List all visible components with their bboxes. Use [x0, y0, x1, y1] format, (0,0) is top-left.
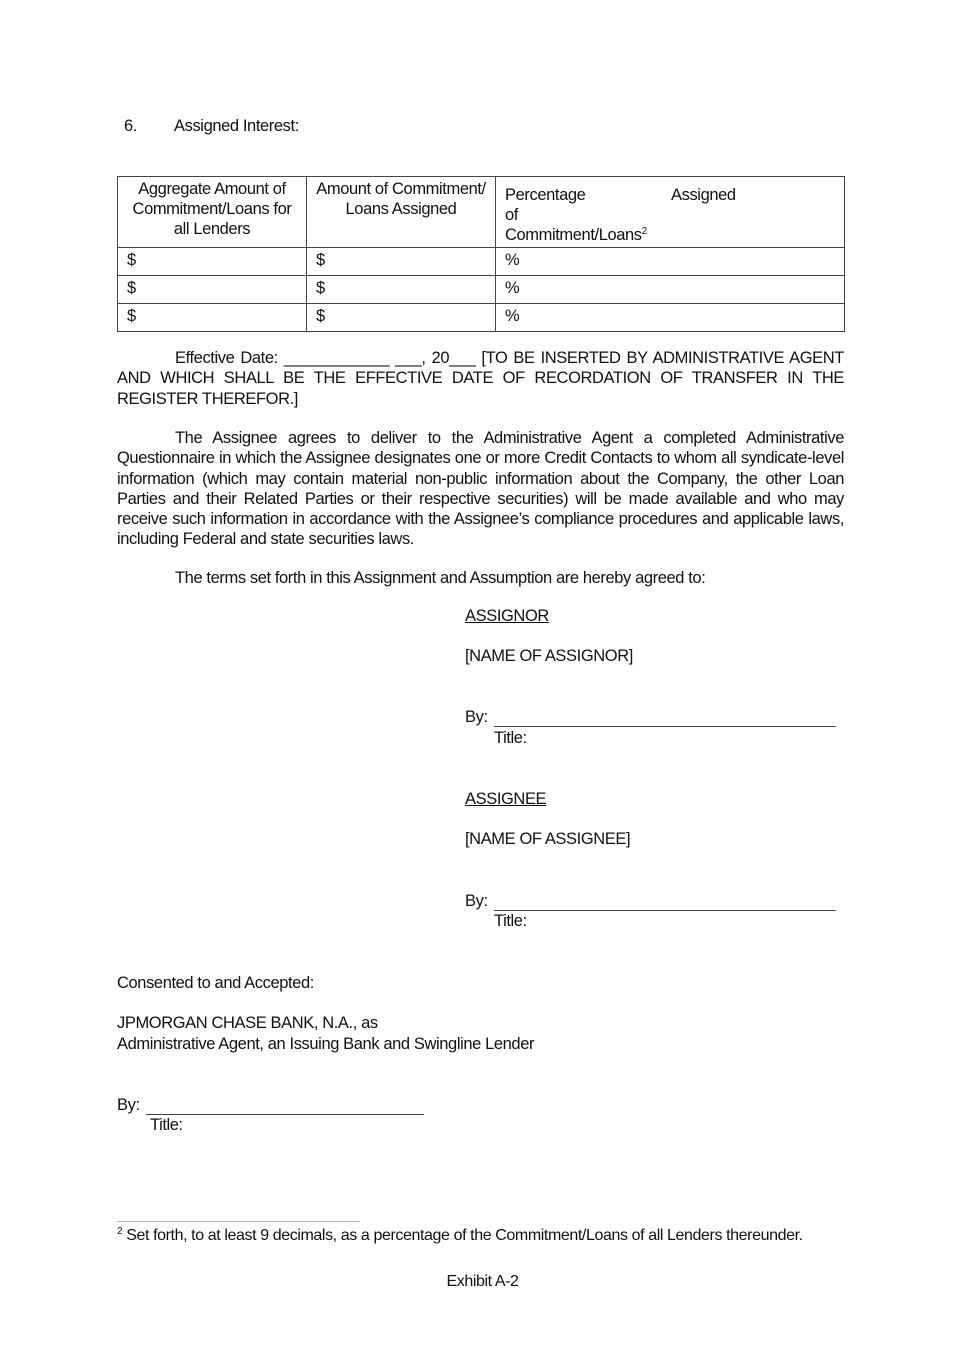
footnote-divider: [117, 1221, 360, 1222]
assignee-signature-line: [465, 892, 836, 911]
questionnaire-paragraph: The Assignee agrees to deliver to the Administrative Agent a completed Administrative Questionnaire in which the Assignee designates one or more Credit Contacts to whom all syndicate-level information (which may contain material non-public information about the Company, the other Loan Parties and their Related Parties or their respective securities) will be made available and who may receive such information in accordance with the Assignee’s compliance procedures and applicable laws, including Federal and state securities laws.: [117, 429, 844, 549]
header-percentage-assigned: Percentage Assigned of Commitment/Loans$^2$: [496, 177, 845, 248]
by-label: By:: [465, 708, 488, 726]
by-label: By:: [465, 892, 488, 910]
assignee-name: [NAME OF ASSIGNEE]: [465, 830, 631, 848]
assignor-heading: ASSIGNOR: [465, 607, 549, 625]
cell-aggregate: $: [118, 248, 307, 276]
signature-field[interactable]: [494, 712, 836, 727]
assignee-title-label: Title:: [494, 912, 527, 930]
cell-aggregate: $: [118, 276, 307, 304]
section-number: 6.: [124, 117, 137, 135]
section-heading: [124, 117, 299, 136]
effective-date-paragraph: Effective Date: ____________ ___, 20___ [TO BE INSERTED BY ADMINISTRATIVE AGENT AND WHICH SHALL BE THE EFFECTIVE DATE OF RECORDATION OF TRANSFER IN THE REGISTER THEREFOR.]: [117, 349, 844, 408]
bank-name-line: JPMORGAN CHASE BANK, N.A., as: [117, 1014, 378, 1032]
cell-percentage: %: [496, 304, 845, 332]
assigned-interest-table: [117, 176, 845, 332]
cell-aggregate: $: [118, 304, 307, 332]
consent-signature-line: [117, 1096, 424, 1115]
table-row: [118, 304, 845, 332]
consent-heading: Consented to and Accepted:: [117, 974, 314, 992]
footnote: [117, 1227, 803, 1245]
signature-field[interactable]: [146, 1100, 424, 1115]
section-title: Assigned Interest:: [174, 117, 299, 135]
assignor-name: [NAME OF ASSIGNOR]: [465, 647, 633, 665]
bank-role-line: Administrative Agent, an Issuing Bank and Swingline Lender: [117, 1035, 535, 1053]
header-aggregate-amount: Aggregate Amount of Commitment/Loans for all Lenders: [118, 177, 307, 248]
table-row: [118, 248, 845, 276]
cell-assigned: $: [307, 304, 496, 332]
signature-field[interactable]: [494, 896, 836, 911]
assignor-signature-line: [465, 708, 836, 727]
assignor-title-label: Title:: [494, 729, 527, 747]
cell-assigned: $: [307, 248, 496, 276]
table-header-row: [118, 177, 845, 248]
assignee-heading: ASSIGNEE: [465, 790, 547, 808]
footnote-marker: 2: [117, 1226, 123, 1237]
cell-assigned: $: [307, 276, 496, 304]
cell-percentage: %: [496, 248, 845, 276]
agreed-paragraph: The terms set forth in this Assignment and Assumption are hereby agreed to:: [175, 569, 706, 587]
consent-title-label: Title:: [150, 1116, 183, 1134]
by-label: By:: [117, 1096, 140, 1114]
header-amount-assigned: Amount of Commitment/ Loans Assigned: [307, 177, 496, 248]
footnote-text: Set forth, to at least 9 decimals, as a percentage of the Commitment/Loans of all Lenders thereunder.: [126, 1227, 803, 1244]
table-row: [118, 276, 845, 304]
page-footer: Exhibit A-2: [446, 1273, 519, 1290]
footnote-ref: 2: [641, 226, 647, 237]
cell-percentage: %: [496, 276, 845, 304]
